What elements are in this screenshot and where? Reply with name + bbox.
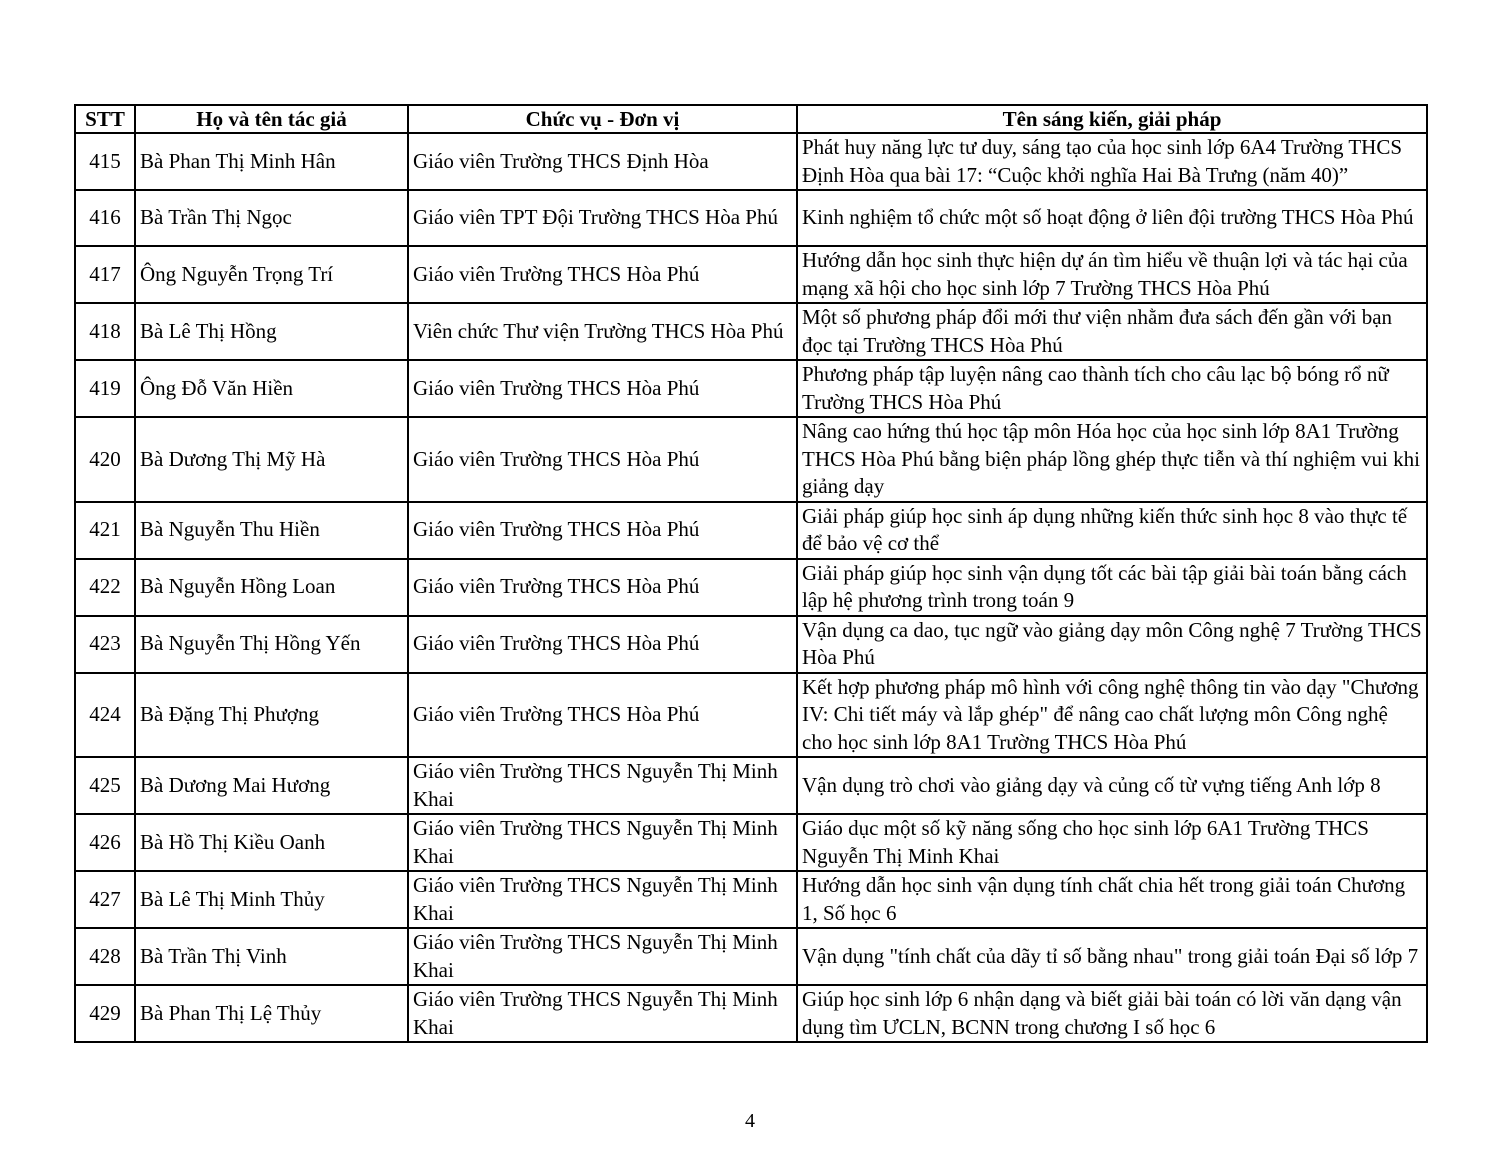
cell-position: Giáo viên Trường THCS Hòa Phú bbox=[408, 673, 797, 758]
cell-author-name: Ông Đỗ Văn Hiền bbox=[135, 360, 408, 417]
cell-stt: 423 bbox=[75, 616, 135, 673]
cell-author-name: Bà Trần Thị Vinh bbox=[135, 928, 408, 985]
award-table bbox=[74, 104, 1428, 1043]
cell-author-name: Ông Nguyễn Trọng Trí bbox=[135, 246, 408, 303]
cell-title: Kinh nghiệm tổ chức một số hoạt động ở liên đội trường THCS Hòa Phú bbox=[797, 190, 1427, 246]
table-row bbox=[75, 502, 1427, 559]
cell-position: Giáo viên TPT Đội Trường THCS Hòa Phú bbox=[408, 190, 797, 246]
header-row bbox=[75, 105, 1427, 133]
table-row bbox=[75, 928, 1427, 985]
cell-stt: 416 bbox=[75, 190, 135, 246]
table-row bbox=[75, 303, 1427, 360]
cell-author-name: Bà Đặng Thị Phượng bbox=[135, 673, 408, 758]
cell-title: Hướng dẫn học sinh vận dụng tính chất chia hết trong giải toán Chương 1, Số học 6 bbox=[797, 871, 1427, 928]
cell-position: Giáo viên Trường THCS Hòa Phú bbox=[408, 246, 797, 303]
cell-title: Vận dụng trò chơi vào giảng dạy và củng cố từ vựng tiếng Anh lớp 8 bbox=[797, 757, 1427, 814]
header-stt: STT bbox=[75, 105, 135, 133]
cell-title: Vận dụng ca dao, tục ngữ vào giảng dạy môn Công nghệ 7 Trường THCS Hòa Phú bbox=[797, 616, 1427, 673]
table-row bbox=[75, 616, 1427, 673]
cell-title: Một số phương pháp đổi mới thư viện nhằm đưa sách đến gần với bạn đọc tại Trường THCS Hòa Phú bbox=[797, 303, 1427, 360]
header-initiative-title: Tên sáng kiến, giải pháp bbox=[797, 105, 1427, 133]
cell-position: Giáo viên Trường THCS Định Hòa bbox=[408, 133, 797, 190]
cell-position: Viên chức Thư viện Trường THCS Hòa Phú bbox=[408, 303, 797, 360]
cell-author-name: Bà Dương Thị Mỹ Hà bbox=[135, 417, 408, 502]
cell-title: Nâng cao hứng thú học tập môn Hóa học của học sinh lớp 8A1 Trường THCS Hòa Phú bằng biện pháp lồng ghép thực tiễn và thí nghiệm vui khi giảng dạy bbox=[797, 417, 1427, 502]
cell-position: Giáo viên Trường THCS Hòa Phú bbox=[408, 559, 797, 616]
table-row bbox=[75, 673, 1427, 758]
cell-title: Phát huy năng lực tư duy, sáng tạo của học sinh lớp 6A4 Trường THCS Định Hòa qua bài 17: “Cuộc khởi nghĩa Hai Bà Trưng (năm 40)” bbox=[797, 133, 1427, 190]
cell-author-name: Bà Phan Thị Minh Hân bbox=[135, 133, 408, 190]
header-position-unit: Chức vụ - Đơn vị bbox=[408, 105, 797, 133]
cell-author-name: Bà Nguyễn Thị Hồng Yến bbox=[135, 616, 408, 673]
cell-title: Hướng dẫn học sinh thực hiện dự án tìm hiểu về thuận lợi và tác hại của mạng xã hội cho học sinh lớp 7 Trường THCS Hòa Phú bbox=[797, 246, 1427, 303]
table-row bbox=[75, 246, 1427, 303]
table-row bbox=[75, 814, 1427, 871]
table-row bbox=[75, 417, 1427, 502]
cell-position: Giáo viên Trường THCS Nguyễn Thị Minh Khai bbox=[408, 814, 797, 871]
page-number: 4 bbox=[745, 1110, 755, 1132]
cell-author-name: Bà Dương Mai Hương bbox=[135, 757, 408, 814]
cell-author-name: Bà Trần Thị Ngọc bbox=[135, 190, 408, 246]
cell-stt: 424 bbox=[75, 673, 135, 758]
header-author-name: Họ và tên tác giả bbox=[135, 105, 408, 133]
table-row bbox=[75, 985, 1427, 1042]
cell-stt: 429 bbox=[75, 985, 135, 1042]
cell-author-name: Bà Nguyễn Hồng Loan bbox=[135, 559, 408, 616]
cell-stt: 425 bbox=[75, 757, 135, 814]
cell-position: Giáo viên Trường THCS Nguyễn Thị Minh Khai bbox=[408, 985, 797, 1042]
cell-author-name: Bà Phan Thị Lệ Thủy bbox=[135, 985, 408, 1042]
cell-stt: 421 bbox=[75, 502, 135, 559]
cell-author-name: Bà Hồ Thị Kiều Oanh bbox=[135, 814, 408, 871]
cell-stt: 419 bbox=[75, 360, 135, 417]
cell-author-name: Bà Lê Thị Hồng bbox=[135, 303, 408, 360]
cell-title: Vận dụng "tính chất của dãy tỉ số bằng nhau" trong giải toán Đại số lớp 7 bbox=[797, 928, 1427, 985]
cell-position: Giáo viên Trường THCS Hòa Phú bbox=[408, 417, 797, 502]
cell-position: Giáo viên Trường THCS Hòa Phú bbox=[408, 616, 797, 673]
cell-author-name: Bà Nguyễn Thu Hiền bbox=[135, 502, 408, 559]
table-row bbox=[75, 133, 1427, 190]
cell-stt: 418 bbox=[75, 303, 135, 360]
table-row bbox=[75, 360, 1427, 417]
cell-title: Giải pháp giúp học sinh áp dụng những kiến thức sinh học 8 vào thực tế để bảo vệ cơ thể bbox=[797, 502, 1427, 559]
cell-title: Giáo dục một số kỹ năng sống cho học sinh lớp 6A1 Trường THCS Nguyễn Thị Minh Khai bbox=[797, 814, 1427, 871]
cell-stt: 417 bbox=[75, 246, 135, 303]
cell-stt: 426 bbox=[75, 814, 135, 871]
table-row bbox=[75, 190, 1427, 246]
cell-title: Giải pháp giúp học sinh vận dụng tốt các bài tập giải bài toán bằng cách lập hệ phương trình trong toán 9 bbox=[797, 559, 1427, 616]
cell-title: Kết hợp phương pháp mô hình với công nghệ thông tin vào dạy "Chương IV: Chi tiết máy và lắp ghép" để nâng cao chất lượng môn Công nghệ cho học sinh lớp 8A1 Trường THCS Hòa Phú bbox=[797, 673, 1427, 758]
cell-stt: 415 bbox=[75, 133, 135, 190]
table-row bbox=[75, 871, 1427, 928]
cell-position: Giáo viên Trường THCS Nguyễn Thị Minh Khai bbox=[408, 928, 797, 985]
cell-title: Giúp học sinh lớp 6 nhận dạng và biết giải bài toán có lời văn dạng vận dụng tìm ƯCLN, BCNN trong chương I số học 6 bbox=[797, 985, 1427, 1042]
cell-stt: 420 bbox=[75, 417, 135, 502]
cell-author-name: Bà Lê Thị Minh Thủy bbox=[135, 871, 408, 928]
cell-position: Giáo viên Trường THCS Hòa Phú bbox=[408, 360, 797, 417]
cell-stt: 428 bbox=[75, 928, 135, 985]
cell-position: Giáo viên Trường THCS Hòa Phú bbox=[408, 502, 797, 559]
table-row bbox=[75, 757, 1427, 814]
cell-position: Giáo viên Trường THCS Nguyễn Thị Minh Khai bbox=[408, 871, 797, 928]
cell-stt: 422 bbox=[75, 559, 135, 616]
cell-position: Giáo viên Trường THCS Nguyễn Thị Minh Khai bbox=[408, 757, 797, 814]
cell-title: Phương pháp tập luyện nâng cao thành tích cho câu lạc bộ bóng rổ nữ Trường THCS Hòa Phú bbox=[797, 360, 1427, 417]
table-row bbox=[75, 559, 1427, 616]
cell-stt: 427 bbox=[75, 871, 135, 928]
